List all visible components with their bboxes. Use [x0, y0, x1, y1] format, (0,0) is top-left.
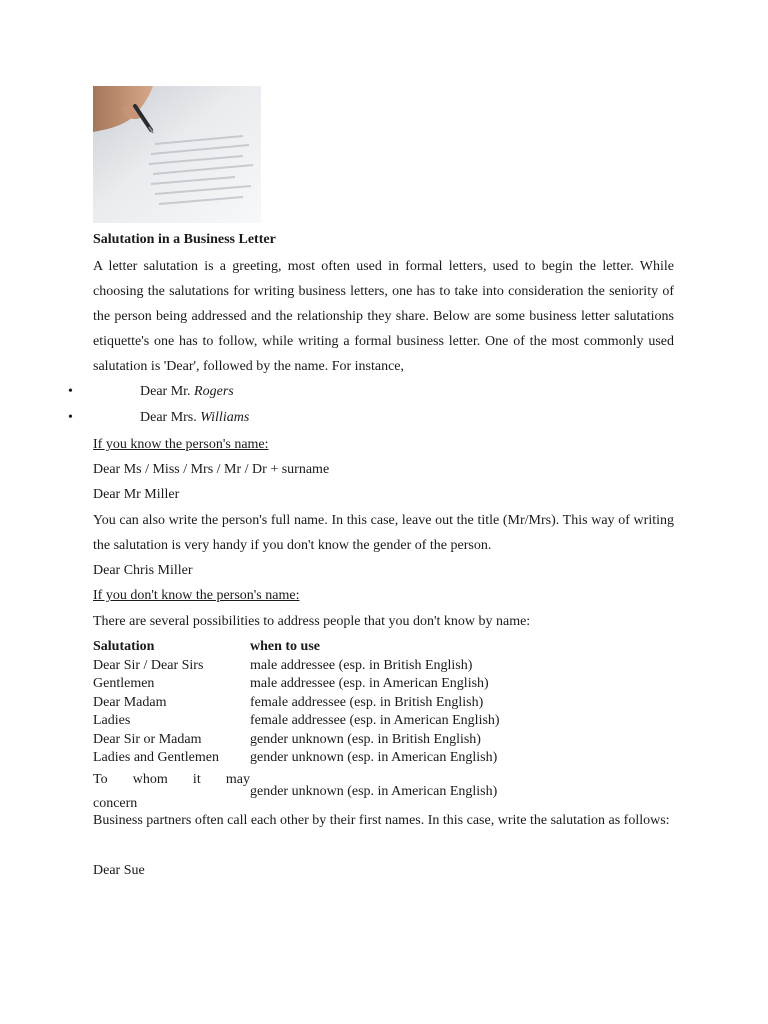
salutation-cell: Dear Sir / Dear Sirs: [93, 657, 204, 673]
bullet-name: Rogers: [194, 384, 234, 399]
known-name-heading: If you know the person's name:: [93, 437, 269, 452]
unknown-name-intro: There are several possibilities to address people that you don't know by name:: [93, 614, 531, 629]
salutation-cell: Dear Sir or Madam: [93, 731, 202, 747]
table-row: [93, 657, 533, 676]
table-row: [93, 675, 533, 694]
bullet-icon: •: [68, 384, 73, 399]
intro-paragraph: A letter salutation is a greeting, most often used in formal letters, used to begin the letter. While choosing the salutations for writing business letters, one has to take into consideration the seniority of the person being addressed and the relationship they share. Below are some business letter salutations etiquette's one has to follow, while writing a formal business letter. One of the most commonly used salutation is 'Dear', followed by the name. For instance,: [93, 259, 674, 374]
salutation-cell: Dear Madam: [93, 694, 167, 710]
column-header-salutation: Salutation: [93, 639, 155, 654]
salutation-cell: Ladies: [93, 713, 131, 728]
bullet-prefix: Dear Mrs.: [140, 410, 201, 425]
usage-cell: female addressee (esp. in British English): [250, 694, 484, 710]
salutation-line: To whom it may: [93, 771, 250, 787]
usage-cell: gender unknown (esp. in American English): [250, 750, 498, 765]
usage-cell: gender unknown (esp. in American English): [250, 783, 498, 799]
unknown-name-heading: If you don't know the person's name:: [93, 588, 300, 603]
known-name-example: Dear Mr Miller: [93, 487, 180, 502]
bullet-prefix: Dear Mr.: [140, 384, 195, 399]
bullet-name: Williams: [200, 410, 250, 425]
full-name-example: Dear Chris Miller: [93, 563, 193, 578]
full-name-paragraph: You can also write the person's full name. In this case, leave out the title (Mr/Mrs). This way of writing the salutation is very handy if you don't know the gender of the person.: [93, 513, 674, 553]
table-row: [93, 712, 533, 731]
salutation-line: concern: [93, 795, 138, 811]
bullet-icon: •: [68, 410, 73, 425]
document-title: Salutation in a Business Letter: [93, 232, 276, 247]
letter-writing-photo: [93, 86, 261, 223]
column-header-usage: when to use: [250, 639, 321, 654]
table-header-row: [93, 638, 533, 657]
salutation-cell: Ladies and Gentlemen: [93, 750, 219, 765]
usage-cell: female addressee (esp. in American English): [250, 713, 500, 728]
table-row: [93, 694, 533, 713]
usage-cell: gender unknown (esp. in British English): [250, 731, 481, 747]
table-row: [93, 731, 533, 750]
first-name-example: Dear Sue: [93, 863, 145, 878]
usage-cell: male addressee (esp. in British English): [250, 657, 473, 673]
known-name-format: Dear Ms / Miss / Mrs / Mr / Dr + surname: [93, 462, 330, 477]
table-row: [93, 749, 533, 768]
first-names-paragraph: Business partners often call each other by their first names. In this case, write the salutation as follows:: [93, 813, 670, 828]
salutation-table: [93, 638, 533, 816]
salutation-cell: Gentlemen: [93, 676, 155, 691]
example-bullet-list: [68, 380, 250, 432]
list-item: [68, 380, 249, 406]
list-item: [68, 406, 250, 432]
usage-cell: male addressee (esp. in American English): [250, 676, 489, 691]
